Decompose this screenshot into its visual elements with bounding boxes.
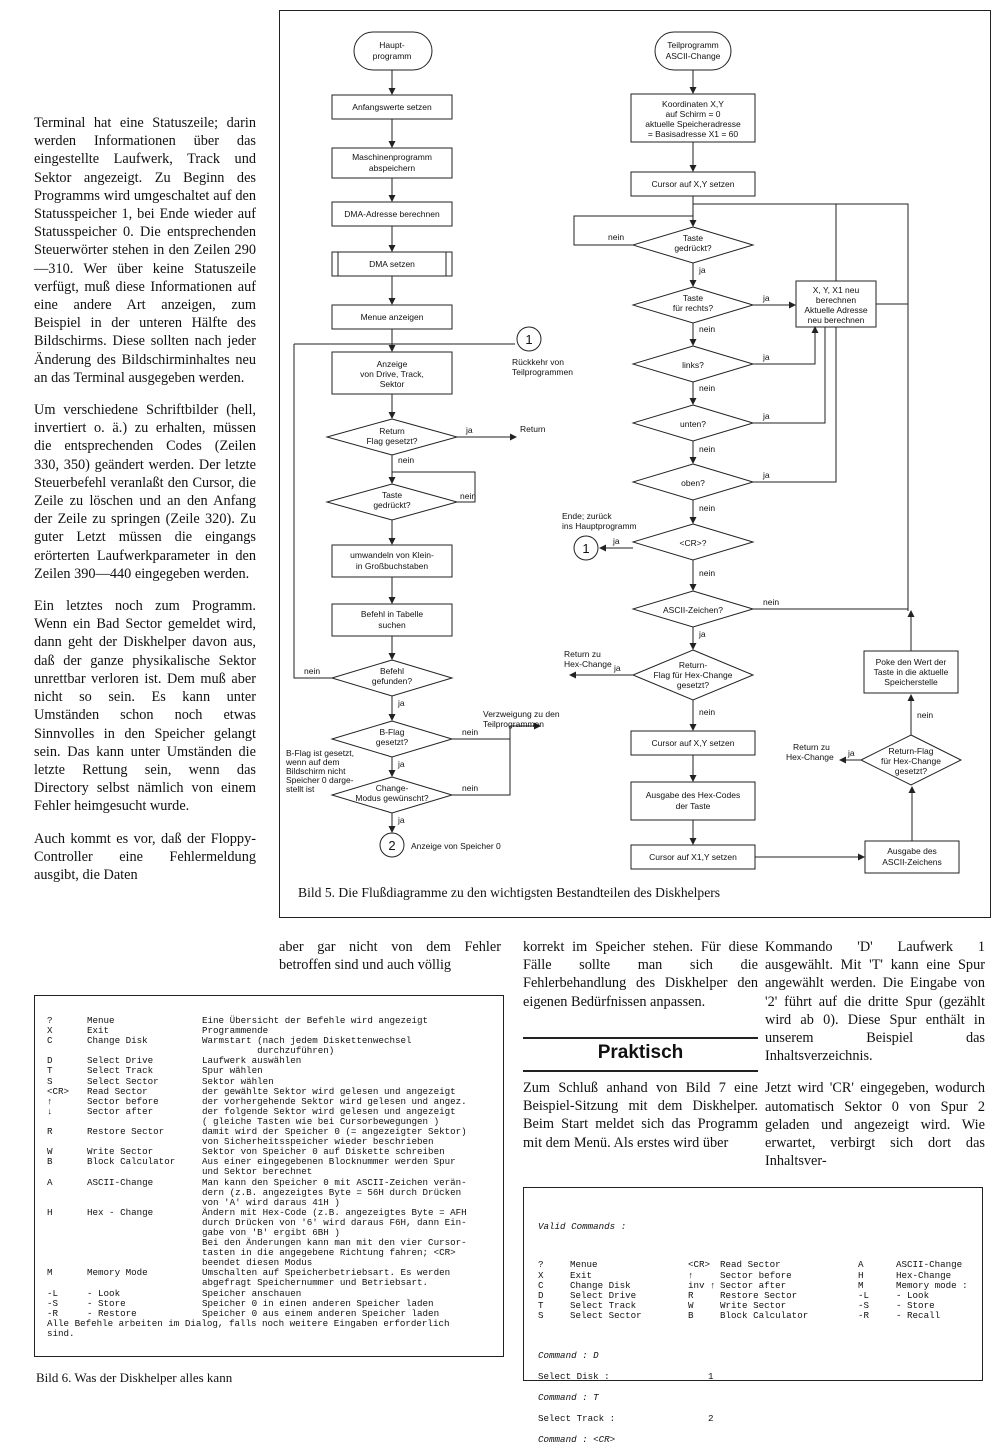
column-3-text: korrekt im Speicher stehen. Für diese Fälle sollte man sich die Fehlerbehandlung des Diskhelper den eigenen Bedürfnissen anpassen. <box>523 939 758 1010</box>
label: Sektor <box>379 379 405 389</box>
label: Speicher 0 darge- <box>286 775 354 785</box>
label: Koordinaten X,Y <box>662 99 724 109</box>
label: stellt ist <box>286 784 315 794</box>
label: Befehl <box>379 666 405 676</box>
label: von Drive, Track, <box>360 369 424 379</box>
label: B-Flag <box>379 727 405 737</box>
command-key: D <box>47 1055 53 1067</box>
command-description: Laufwerk auswählen <box>202 1055 302 1067</box>
command-description: von 'A' wird daraus 41H ) <box>202 1196 340 1208</box>
label: ja <box>614 663 621 673</box>
command-description: Aus einer eingegebenen Blocknummer werden Spur <box>202 1156 456 1168</box>
command-description: der vorhergehende Sektor wird gelesen und angez. <box>202 1095 467 1107</box>
session-prompt: Command : <CR> <box>538 1434 616 1446</box>
column-4-text <box>765 938 985 1184</box>
session-prompt: Command : D <box>538 1350 599 1362</box>
command-key: -S <box>858 1299 870 1311</box>
label: nein <box>398 455 415 465</box>
command-name: - Store <box>896 1299 935 1311</box>
label: programm <box>372 51 412 61</box>
command-key: T <box>47 1065 53 1077</box>
label: unten? <box>680 419 706 429</box>
command-key <box>47 1228 87 1238</box>
label: Return zu <box>793 742 830 752</box>
label: nein <box>763 597 780 607</box>
figure-6-caption: Bild 6. Was der Diskhelper alles kann <box>36 1370 233 1385</box>
label: Hex-Change <box>786 752 834 762</box>
label: nein <box>462 727 479 737</box>
label: Change- <box>375 783 409 793</box>
command-key <box>47 1117 87 1127</box>
label: oben? <box>681 478 705 488</box>
command-key: inv ↑ <box>688 1279 716 1291</box>
command-key: H <box>47 1206 53 1218</box>
command-key: -R <box>858 1309 870 1321</box>
command-name: - Look <box>896 1289 930 1301</box>
label: abspeichern <box>368 163 416 173</box>
label: aktuelle Speicheradresse <box>645 119 741 129</box>
label: Taste <box>682 293 704 303</box>
session-prompt: Command : T <box>538 1392 599 1404</box>
command-description: ( gleiche Tasten wie bei Cursorbewegungen ) <box>202 1115 440 1127</box>
label: Taste <box>381 490 403 500</box>
label: der Taste <box>675 801 711 811</box>
command-key <box>47 1188 87 1198</box>
label: ja <box>763 411 770 421</box>
paragraph: Kommando 'D' Laufwerk 1 ausgewählt. Mit 'T' kann eine Spur angewählt werden. Die Eingabe von '2' führt auf die dritte Spur (gezählt wird ab 0). Diese Spur enthält in unserem Beispiel das Inhaltsverzeichnis. <box>765 939 985 1065</box>
label: Rückkehr von <box>512 357 564 367</box>
label: für Hex-Change <box>880 756 942 766</box>
label: Cursor auf X1,Y setzen <box>649 852 737 862</box>
label: nein <box>699 444 716 454</box>
label: links? <box>682 360 704 370</box>
command-key: <CR> <box>47 1085 70 1097</box>
label: nein <box>699 568 716 578</box>
label: <CR>? <box>679 538 707 548</box>
session-line <box>538 1351 974 1362</box>
label: suchen <box>378 620 406 630</box>
command-key: W <box>688 1299 694 1311</box>
main-program-flow <box>285 32 573 857</box>
paragraph: Ein letztes noch zum Programm. Wenn ein Bad Sector gemeldet wird, dann geht der Diskhelper davon aus, daß der ganze physikalische Sektor unrettbar verloren ist. Dem muß aber nicht so sein. Es kann unter Umständen schon noch etwas Sinnvolles in den Speicher gelangt sein. Das kann unter Umständen die letzte Rettung sein, wenn das Directory selbst nämlich von einem Fehler heimgesucht wurde. <box>34 598 256 815</box>
command-description: Speicher 0 in einen anderen Speicher laden <box>202 1297 434 1309</box>
paragraph: Jetzt wird 'CR' eingegeben, wodurch automatisch Sektor 0 von Spur 2 geladen und angezeigt wird. Wie erwartet, verbirgt sich dort das Inhaltsver- <box>765 1080 985 1170</box>
label: Aktuelle Adresse <box>804 305 868 315</box>
command-name: Menue <box>87 1015 115 1026</box>
label: ja <box>848 748 855 758</box>
command-key <box>47 1248 87 1258</box>
command-name <box>87 1167 202 1177</box>
command-key: S <box>538 1309 544 1321</box>
label: Flag für Hex-Change <box>653 670 733 680</box>
command-description: Warmstart (nach jedem Diskettenwechsel <box>202 1035 412 1047</box>
label: ja <box>763 352 770 362</box>
command-key: -S <box>47 1297 59 1309</box>
label: = Basisadresse X1 = 60 <box>647 129 739 139</box>
command-description: beendet diesen Modus <box>202 1257 313 1269</box>
command-description: Speicher 0 aus einem anderen Speicher laden <box>202 1307 440 1319</box>
command-key: ↓ <box>47 1105 53 1117</box>
command-description: durchzuführen) <box>202 1045 335 1057</box>
command-name: Restore Sector <box>87 1126 165 1138</box>
command-name: Write Sector <box>87 1146 154 1158</box>
command-name: - Restore <box>87 1307 137 1319</box>
label: Return-Flag <box>888 746 934 756</box>
left-column-text <box>34 114 256 898</box>
command-key: ↑ <box>688 1269 694 1281</box>
label: gesetzt? <box>676 680 710 690</box>
command-description: Spur wählen <box>202 1065 263 1077</box>
session-line <box>538 1435 974 1446</box>
command-key: ? <box>538 1259 544 1271</box>
label: DMA setzen <box>369 259 415 269</box>
label: neu berechnen <box>807 315 865 325</box>
label: ja <box>398 759 405 769</box>
command-description: Speicher anschauen <box>202 1287 302 1299</box>
command-key: C <box>47 1035 53 1047</box>
session-log <box>538 1351 974 1446</box>
command-key: H <box>858 1269 864 1281</box>
label: Teilprogrammen <box>512 367 573 377</box>
divider <box>523 1070 758 1072</box>
command-description: damit wird der Speicher 0 (= angezeigter Sektor) <box>202 1126 467 1138</box>
command-description: Sektor wählen <box>202 1075 274 1087</box>
command-name: Block Calculator <box>87 1156 176 1168</box>
label: ja <box>763 470 770 480</box>
label: 1 <box>525 332 533 347</box>
command-grid <box>538 1260 974 1321</box>
command-description: gabe von 'B' ergibt 6BH ) <box>202 1226 340 1238</box>
command-key <box>47 1258 87 1268</box>
command-description: der folgende Sektor wird gelesen und angezeigt <box>202 1105 456 1117</box>
command-description: Umschalten auf Speicherbetriebsart. Es werden <box>202 1267 451 1279</box>
command-name: Sector after <box>720 1279 787 1291</box>
session-value: 2 <box>708 1413 714 1425</box>
command-key: B <box>47 1156 53 1168</box>
command-description: tasten in die angegebene Richtung fahren; <CR> <box>202 1247 456 1259</box>
divider <box>523 1037 758 1039</box>
valid-commands-title: Valid Commands : <box>538 1221 627 1233</box>
column-2-text: aber gar nicht von dem Fehler betroffen sind und auch völlig <box>279 939 501 974</box>
label: Cursor auf X,Y setzen <box>651 179 735 189</box>
label: DMA-Adresse berechnen <box>344 209 440 219</box>
command-name: ASCII-Change <box>87 1176 154 1188</box>
command-name <box>87 1238 202 1248</box>
command-name: - Recall <box>896 1309 941 1321</box>
session-line <box>538 1393 974 1404</box>
session-line <box>538 1414 974 1425</box>
label: wenn auf dem <box>286 757 340 767</box>
label: nein <box>608 232 625 242</box>
command-description: Ändern mit Hex-Code (z.B. angezeigtes Byte = AFH <box>202 1206 467 1218</box>
label: Taste in die aktuelle <box>873 667 949 677</box>
label: X, Y, X1 neu <box>812 285 860 295</box>
column-3-text-2: Zum Schluß anhand von Bild 7 eine Beispiel-Sitzung mit dem Diskhelper. Beim Start meldet sich das Programm mit dem Menü. Als erstes wird über <box>523 1080 758 1151</box>
command-name <box>87 1248 202 1258</box>
command-key: R <box>688 1289 694 1301</box>
label: ja <box>699 629 706 639</box>
label: Anzeige von Speicher 0 <box>411 841 501 851</box>
label: ASCII-Change <box>665 51 721 61</box>
label: Haupt- <box>379 40 405 50</box>
label: Menue anzeigen <box>360 312 424 322</box>
label: ins Hauptprogramm <box>562 521 637 531</box>
label: ja <box>466 425 473 435</box>
figure-6-command-table <box>34 995 504 1357</box>
command-name: Change Disk <box>570 1279 631 1291</box>
section-heading: Praktisch <box>597 1042 684 1063</box>
label: nein <box>304 666 321 676</box>
command-key: X <box>47 1025 53 1037</box>
figure-7-session <box>523 1187 983 1446</box>
label: nein <box>699 383 716 393</box>
command-name <box>87 1228 202 1238</box>
command-name: Exit <box>570 1269 593 1281</box>
session-line <box>538 1372 974 1383</box>
label: Ende; zurück <box>562 511 612 521</box>
label: Ausgabe des <box>887 846 937 856</box>
command-name: Select Drive <box>87 1055 154 1067</box>
command-key <box>47 1167 87 1177</box>
label: Anfangswerte setzen <box>352 102 432 112</box>
label: Maschinenprogramm <box>352 152 432 162</box>
command-name: Select Drive <box>570 1289 637 1301</box>
command-name: Select Track <box>87 1065 154 1077</box>
label: nein <box>699 503 716 513</box>
label: 1 <box>582 541 590 556</box>
command-key: W <box>47 1146 53 1158</box>
label: gesetzt? <box>375 737 409 747</box>
label: ja <box>398 815 405 825</box>
command-key <box>47 1198 87 1208</box>
label: ja <box>398 698 405 708</box>
command-name: Hex - Change <box>87 1206 154 1218</box>
command-name: Memory Mode <box>87 1267 148 1279</box>
command-name <box>87 1218 202 1228</box>
command-name: ASCII-Change <box>896 1259 963 1271</box>
command-name: Change Disk <box>87 1035 148 1047</box>
command-key: S <box>47 1075 53 1087</box>
label: Speicherstelle <box>884 677 938 687</box>
label: nein <box>462 783 479 793</box>
label: berechnen <box>815 295 857 305</box>
command-footer: Alle Befehle arbeiten im Dialog, falls noch weitere Eingaben erforderlich sind. <box>47 1317 450 1339</box>
command-name: Sector before <box>87 1095 159 1107</box>
paragraph: Terminal hat eine Statuszeile; darin werden Informationen über das eingestellte Laufwerk, Track und Sektor angezeigt. Zu Beginn des Programms wird umgeschaltet auf den Statusspeicher 1, bei Ende wieder auf Statusspeicher 0. Die entsprechenden Steuerwörter stehen in den Zeilen 290—310. Wer über keine Statuszeile verfügt, muß diese Informationen auf eine andere Art anzeigen, zum Beispiel in der unteren Hälfte des Bildschirms. Diese sollten nach jeder Änderung des Bildschirminhaltes neu an das Terminal ausgegeben werden. <box>34 115 256 386</box>
command-name: Read Sector <box>87 1085 148 1097</box>
command-name: Memory mode : <box>896 1279 968 1291</box>
label: Return- <box>678 660 708 670</box>
label: ja <box>613 536 620 546</box>
command-description: Man kann den Speicher 0 mit ASCII-Zeichen verän- <box>202 1176 467 1188</box>
paragraph: Auch kommt es vor, daß der Floppy-Controller eine Fehlermeldung ausgibt, die Daten <box>34 830 256 883</box>
command-key <box>47 1218 87 1228</box>
label: Cursor auf X,Y setzen <box>651 738 735 748</box>
command-description: abgefragt Speichernummer und Betriebsart. <box>202 1277 429 1289</box>
session-prompt: Select Track : <box>538 1413 616 1425</box>
command-key: ? <box>47 1015 53 1026</box>
command-key <box>47 1046 87 1056</box>
session-prompt: Select Disk : <box>538 1371 610 1383</box>
label: umwandeln von Klein- <box>350 550 434 560</box>
label: in Großbuchstaben <box>355 561 429 571</box>
label: Befehl in Tabelle <box>360 609 424 619</box>
label: 2 <box>388 838 396 853</box>
command-name: Select Sector <box>87 1075 159 1087</box>
command-name: Menue <box>570 1259 598 1271</box>
command-key: -R <box>47 1307 59 1319</box>
command-description: dern (z.B. angezeigtes Byte = 56H durch Drücken <box>202 1186 462 1198</box>
command-key: M <box>47 1267 53 1279</box>
command-name: - Look <box>87 1287 121 1299</box>
command-description: durch Drücken von '6' wird daraus F6H, dann Ein- <box>202 1216 467 1228</box>
command-description: Programmende <box>202 1025 269 1037</box>
label: auf Schirm = 0 <box>665 109 721 119</box>
label: Teilprogramm <box>667 40 719 50</box>
command-name: Read Sector <box>720 1259 781 1271</box>
label: ja <box>699 265 706 275</box>
label: gedrückt? <box>373 500 411 510</box>
command-name: Hex-Change <box>896 1269 952 1281</box>
command-key: A <box>858 1259 864 1271</box>
command-description: Eine Übersicht der Befehle wird angezeigt <box>202 1015 429 1026</box>
label: gefunden? <box>371 676 413 686</box>
label: Teilprogrammen <box>483 719 544 729</box>
label: ja <box>763 293 770 303</box>
command-key: -L <box>47 1287 59 1299</box>
command-name: Restore Sector <box>720 1289 798 1301</box>
label: Flag gesetzt? <box>366 436 418 446</box>
figure-5-caption: Bild 5. Die Flußdiagramme zu den wichtigsten Bestandteilen des Diskhelpers <box>298 885 721 900</box>
command-key: C <box>538 1279 544 1291</box>
command-key: T <box>538 1299 544 1311</box>
command-key: R <box>47 1126 53 1138</box>
label: Hex-Change <box>564 659 612 669</box>
command-name: Block Calculator <box>720 1309 809 1321</box>
command-name: Sector after <box>87 1105 154 1117</box>
paragraph: Um verschiedene Schriftbilder (hell, invertiert o. ä.) zu erhalten, müssen die entsprechenden Codes (Zeilen 330, 350) geändert werden. Der letzte Steuerbefehl veranlaßt den Cursor, die Zeile zu löschen und an den Anfang der Zeile zu springen (Zeile 320). Zu guter Letzt müssen die eingangs erörterten Laufwerkparameter in den Zeilen 390—440 eingegeben werden. <box>34 402 256 582</box>
command-description: Sektor von Speicher 0 auf Diskette schreiben <box>202 1146 445 1158</box>
command-key: -L <box>858 1289 870 1301</box>
command-description: Bei den Änderungen kann man mit den vier Cursor- <box>202 1237 467 1249</box>
label: Return zu <box>564 649 601 659</box>
label: gesetzt? <box>894 766 928 776</box>
command-key: D <box>538 1289 544 1301</box>
command-key: A <box>47 1176 53 1188</box>
command-key <box>47 1238 87 1248</box>
label: Poke den Wert der <box>875 657 947 667</box>
label: Ausgabe des Hex-Codes <box>645 790 741 800</box>
label: nein <box>917 710 934 720</box>
label: ASCII-Zeichens <box>882 857 942 867</box>
command-row <box>47 1167 495 1177</box>
command-description: von Sicherheitsspeicher wieder beschrieben <box>202 1136 434 1148</box>
command-key: ↑ <box>47 1095 53 1107</box>
label: Return <box>520 424 546 434</box>
figure-5-flowchart <box>279 10 991 918</box>
label: Taste <box>682 233 704 243</box>
session-value: 1 <box>708 1371 714 1383</box>
command-name: Select Track <box>570 1299 637 1311</box>
command-description: der gewählte Sektor wird gelesen und angezeigt <box>202 1085 456 1097</box>
command-key: X <box>538 1269 544 1281</box>
label: Anzeige <box>376 359 408 369</box>
label: nein <box>460 491 477 501</box>
command-key: M <box>858 1279 864 1291</box>
command-description: und Sektor berechnet <box>202 1166 313 1178</box>
ascii-change-flow <box>562 32 961 873</box>
command-name: Exit <box>87 1025 110 1037</box>
label: gedrückt? <box>674 243 712 253</box>
label: Bildschirm nicht <box>286 766 346 776</box>
command-name: Write Sector <box>720 1299 787 1311</box>
label: Modus gewünscht? <box>355 793 429 803</box>
label: ASCII-Zeichen? <box>663 605 723 615</box>
command-row <box>47 1016 495 1026</box>
label: nein <box>699 324 716 334</box>
command-name <box>87 1188 202 1198</box>
command-name: - Store <box>87 1297 126 1309</box>
label: nein <box>699 707 716 717</box>
label: für rechts? <box>672 303 714 313</box>
label: B-Flag ist gesetzt, <box>286 748 355 758</box>
command-name: Sector before <box>720 1269 792 1281</box>
label: Return <box>379 426 405 436</box>
label: Verzweigung zu den <box>483 709 560 719</box>
command-name: Select Sector <box>570 1309 642 1321</box>
command-key: <CR> <box>688 1259 711 1271</box>
command-key: B <box>688 1309 694 1321</box>
command-key <box>47 1137 87 1147</box>
